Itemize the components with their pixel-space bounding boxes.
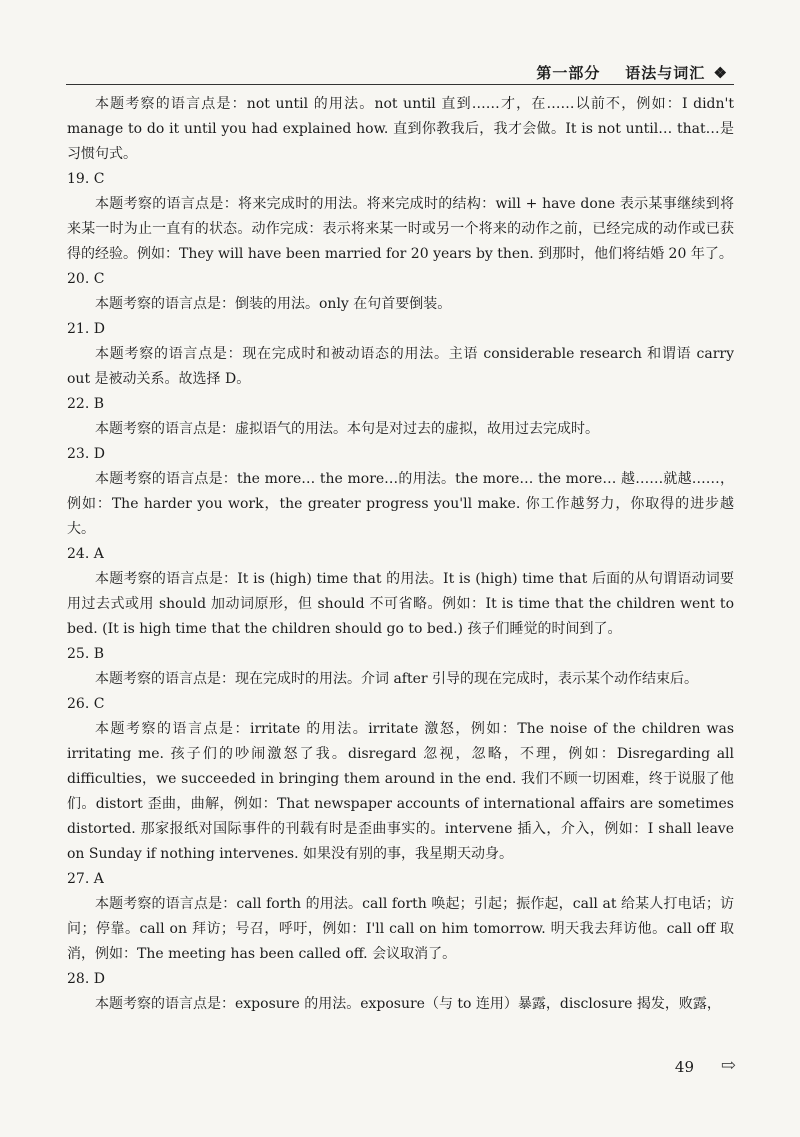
explanation-paragraph: 本题考察的语言点是：It is (high) time that 的用法。It is (high) time that 后面的从句谓语动词要用过去式或用 should 加动词原形，但 should 不可省略。例如：It is time that the children went to bed. (It is high time that the children should go to bed.) 孩子们睡觉的时间到了。 — [67, 571, 734, 637]
running-head — [536, 62, 728, 83]
answer-number: 20. C — [67, 271, 105, 287]
explanation-paragraph: 本题考察的语言点是：not until 的用法。not until 直到……才，在……以前不，例如：I didn't manage to do it until you had explained how. 直到你教我后，我才会做。It is not until… that…是习惯句式。 — [67, 96, 734, 162]
explanation-paragraph: 本题考察的语言点是：call forth 的用法。call forth 唤起；引起；振作起，call at 给某人打电话；访问；停靠。call on 拜访；号召，呼吁，例如：I'll call on him tomorrow. 明天我去拜访他。call off 取消，例如：The meeting has been called off. 会议取消了。 — [67, 896, 734, 962]
diamond-icon: ❖ — [713, 64, 728, 82]
explanation-paragraph: 本题考察的语言点是：将来完成时的用法。将来完成时的结构：will + have done 表示某事继续到将来某一时为止一直有的状态。动作完成：表示将来某一时或另一个将来的动作之前，已经完成的动作或已获得的经验。例如：They will have been married for 20 years by then. 到那时，他们将结婚 20 年了。 — [67, 196, 734, 262]
header-rule — [66, 84, 734, 85]
answer-number: 26. C — [67, 696, 105, 712]
explanation-paragraph: 本题考察的语言点是：irritate 的用法。irritate 激怒，例如：The noise of the children was irritating me. 孩子们的吵闹激怒了我。disregard 忽视，忽略，不理，例如：Disregarding all difficulties，we succeeded in bringing them around in the end. 我们不顾一切困难，终于说服了他们。distort 歪曲，曲解，例如：That newspaper accounts of international affairs are sometimes distorted. 那家报纸对国际事件的刊载有时是歪曲事实的。intervene 插入，介入，例如：I shall leave on Sunday if nothing intervenes. 如果没有别的事，我星期天动身。 — [67, 721, 734, 862]
page-number: 49 — [674, 1058, 694, 1076]
running-head-section: 第一部分 — [536, 64, 601, 82]
answer-number: 23. D — [67, 446, 105, 462]
answer-number: 22. B — [67, 396, 105, 412]
explanation-paragraph: 本题考察的语言点是：现在完成时和被动语态的用法。主语 considerable research 和谓语 carry out 是被动关系。故选择 D。 — [67, 346, 734, 387]
next-page-arrow-icon: ⇨ — [720, 1055, 736, 1076]
answer-number: 25. B — [67, 646, 105, 662]
answer-number: 21. D — [67, 321, 105, 337]
explanation-paragraph: 本题考察的语言点是：exposure 的用法。exposure（与 to 连用）暴露，disclosure 揭发，败露， — [95, 996, 721, 1012]
explanation-paragraph: 本题考察的语言点是：倒装的用法。only 在句首要倒装。 — [95, 296, 452, 312]
running-head-title: 语法与词汇 — [625, 64, 706, 82]
page-body — [67, 92, 734, 1017]
explanation-paragraph: 本题考察的语言点是：the more… the more…的用法。the more… the more… 越……就越……，例如：The harder you work，the greater progress you'll make. 你工作越努力，你取得的进步越大。 — [67, 471, 734, 537]
answer-number: 19. C — [67, 171, 105, 187]
answer-number: 27. A — [67, 871, 104, 887]
answer-number: 24. A — [67, 546, 104, 562]
explanation-paragraph: 本题考察的语言点是：现在完成时的用法。介词 after 引导的现在完成时，表示某个动作结束后。 — [95, 671, 699, 687]
explanation-paragraph: 本题考察的语言点是：虚拟语气的用法。本句是对过去的虚拟，故用过去完成时。 — [95, 421, 599, 437]
answer-number: 28. D — [67, 971, 105, 987]
